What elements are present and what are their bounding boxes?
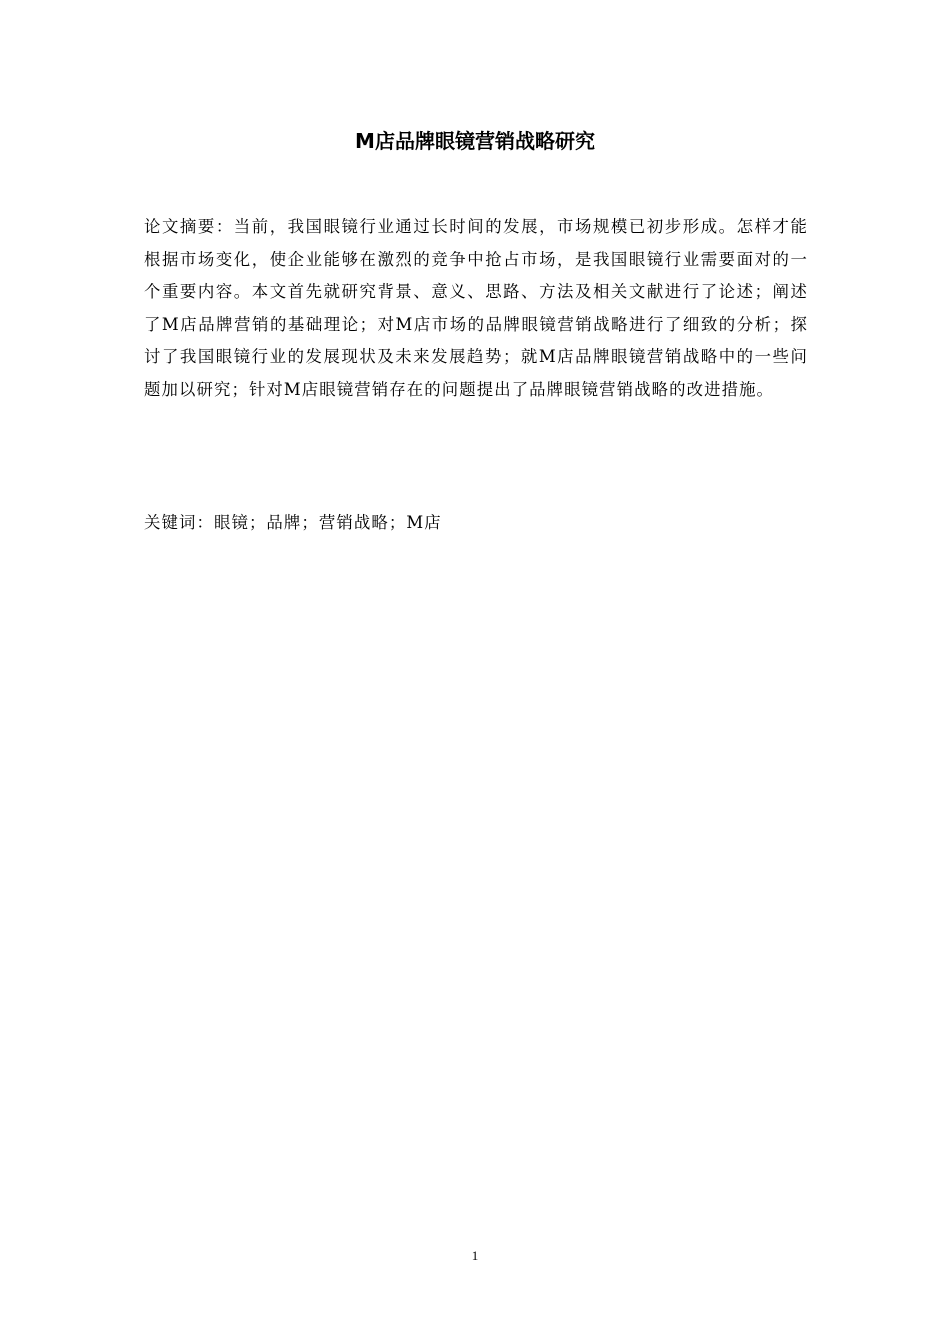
page-number: 1 — [471, 1248, 479, 1263]
keywords-line: 关键词：眼镜；品牌；营销战略；M店 — [144, 513, 442, 532]
abstract-paragraph: 论文摘要：当前，我国眼镜行业通过长时间的发展，市场规模已初步形成。怎样才能根据市场变化，使企业能够在激烈的竞争中抢占市场，是我国眼镜行业需要面对的一个重要内容。本文首先就研究背景、意义、思路、方法及相关文献进行了论述；阐述了M店品牌营销的基础理论；对M店市场的品牌眼镜营销战略进行了细致的分析；探讨了我国眼镜行业的发展现状及未来发展趋势；就M店品牌眼镜营销战略中的一些问题加以研究；针对M店眼镜营销存在的问题提出了品牌眼镜营销战略的改进措施。 — [144, 217, 808, 399]
document-title: M店品牌眼镜营销战略研究 — [355, 129, 595, 153]
